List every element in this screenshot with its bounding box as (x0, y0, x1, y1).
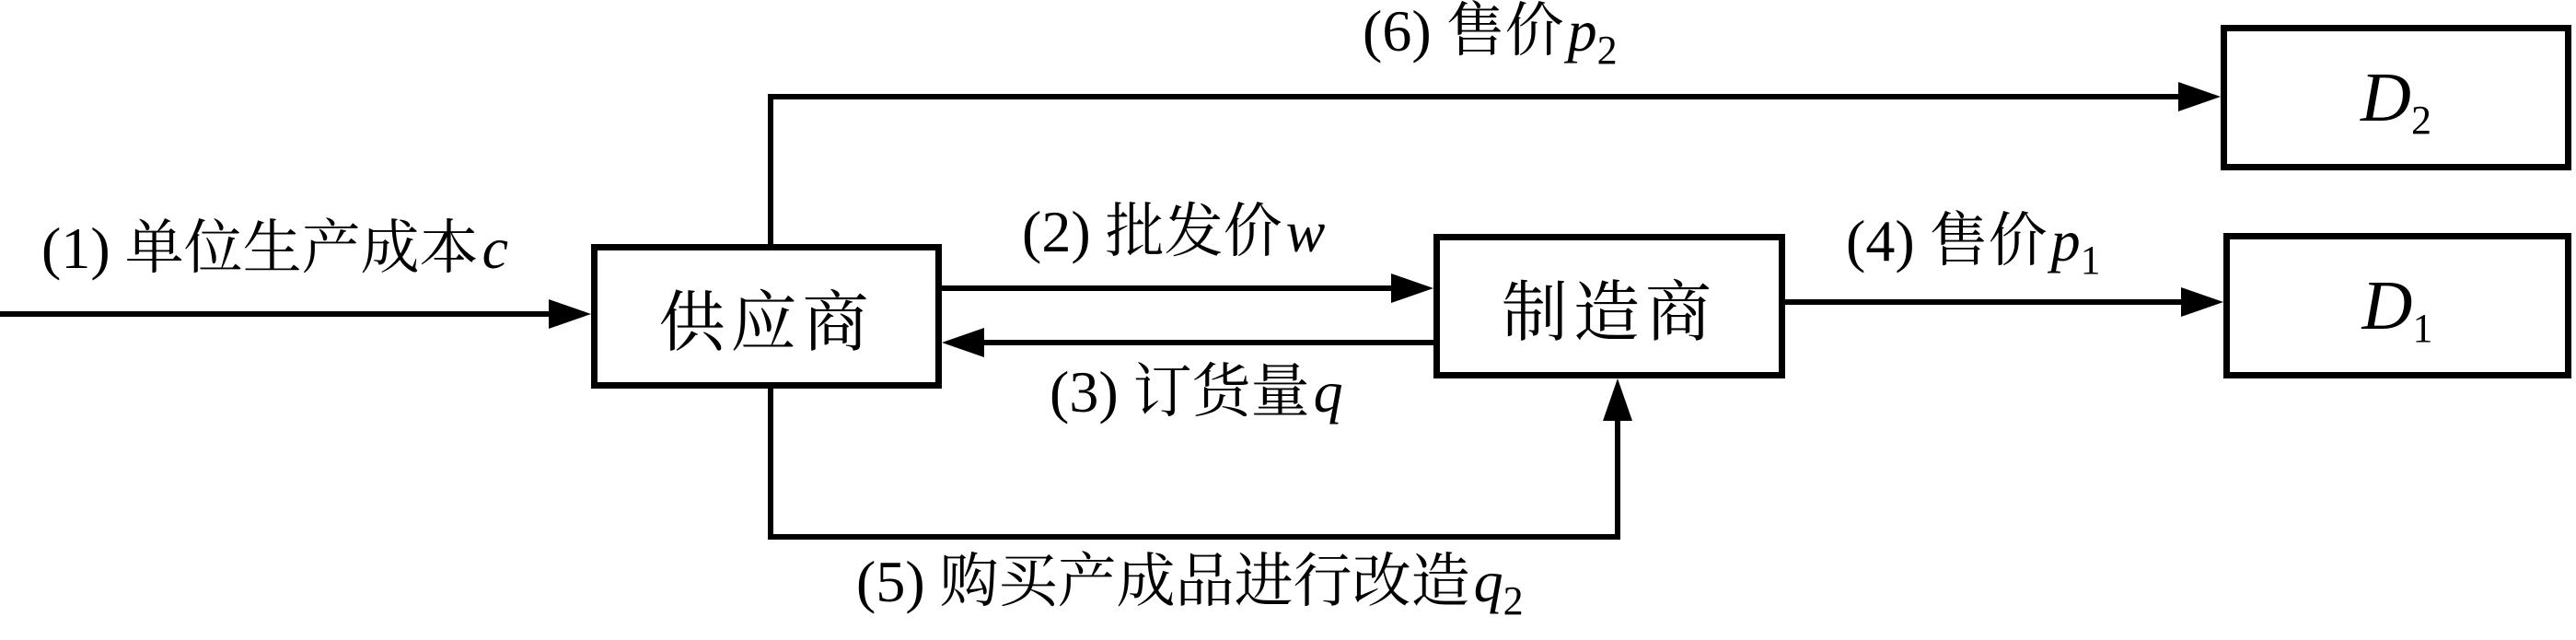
demand-market-2-base: D (2361, 58, 2411, 136)
flow1-variable: c (482, 215, 509, 281)
flow6-variable: p (1567, 0, 1597, 64)
flow6-subscript: 2 (1596, 28, 1618, 74)
flow6-label-text: (6) 售价 (1363, 0, 1564, 64)
supplier-box (591, 244, 942, 389)
demand-market-1-subscript: 1 (2412, 305, 2433, 351)
flow5-horizontal-line (768, 534, 1620, 540)
flow5-label-text: (5) 购买产成品进行改造 (856, 549, 1470, 614)
flow5-variable: q (1473, 549, 1503, 614)
demand-market-1-label (2361, 266, 2433, 351)
flow5-subscript: 2 (1503, 578, 1524, 624)
flow5-arrowhead-icon (1603, 378, 1632, 421)
flow5-vertical-line-right (1615, 416, 1620, 540)
flow5-label (856, 549, 1524, 624)
flow6-vertical-line (768, 94, 773, 244)
flow3-arrowhead-icon (942, 328, 984, 357)
flow2-line (942, 285, 1391, 291)
flow6-arrowhead-icon (2178, 82, 2221, 111)
flow1-label (41, 217, 508, 279)
demand-market-2-label (2361, 58, 2431, 143)
flow3-variable: q (1313, 359, 1343, 425)
flow2-label-text: (2) 批发价 (1022, 199, 1282, 264)
flow2-arrowhead-icon (1391, 273, 1433, 303)
flow4-subscript: 1 (2080, 238, 2101, 284)
manufacturer-box (1433, 234, 1785, 378)
supplier-box-label: 供应商 (658, 285, 875, 360)
demand-market-2-box (2221, 25, 2571, 170)
flow4-label-text: (4) 售价 (1846, 208, 2048, 273)
flow2-label (1022, 201, 1325, 262)
flow4-label (1846, 208, 2101, 284)
demand-market-1-base: D (2361, 266, 2413, 344)
flow6-horizontal-line (768, 94, 2178, 99)
flow4-arrowhead-icon (2181, 287, 2223, 317)
flow5-vertical-line-left (768, 389, 773, 540)
flow1-arrowhead-icon (549, 299, 591, 329)
flow1-line (0, 311, 549, 317)
flow2-variable: w (1285, 199, 1326, 264)
demand-market-2-subscript: 2 (2410, 97, 2431, 143)
flow4-variable: p (2050, 208, 2081, 273)
flow6-label (1363, 0, 1618, 74)
flow1-label-text: (1) 单位生产成本 (41, 215, 479, 281)
flow3-label-text: (3) 订货量 (1050, 359, 1310, 425)
manufacturer-box-label: 制造商 (1501, 275, 1717, 350)
flow3-label (1050, 361, 1343, 423)
flow3-line (984, 340, 1433, 345)
demand-market-1-box (2223, 233, 2571, 378)
flow4-line (1785, 299, 2181, 305)
